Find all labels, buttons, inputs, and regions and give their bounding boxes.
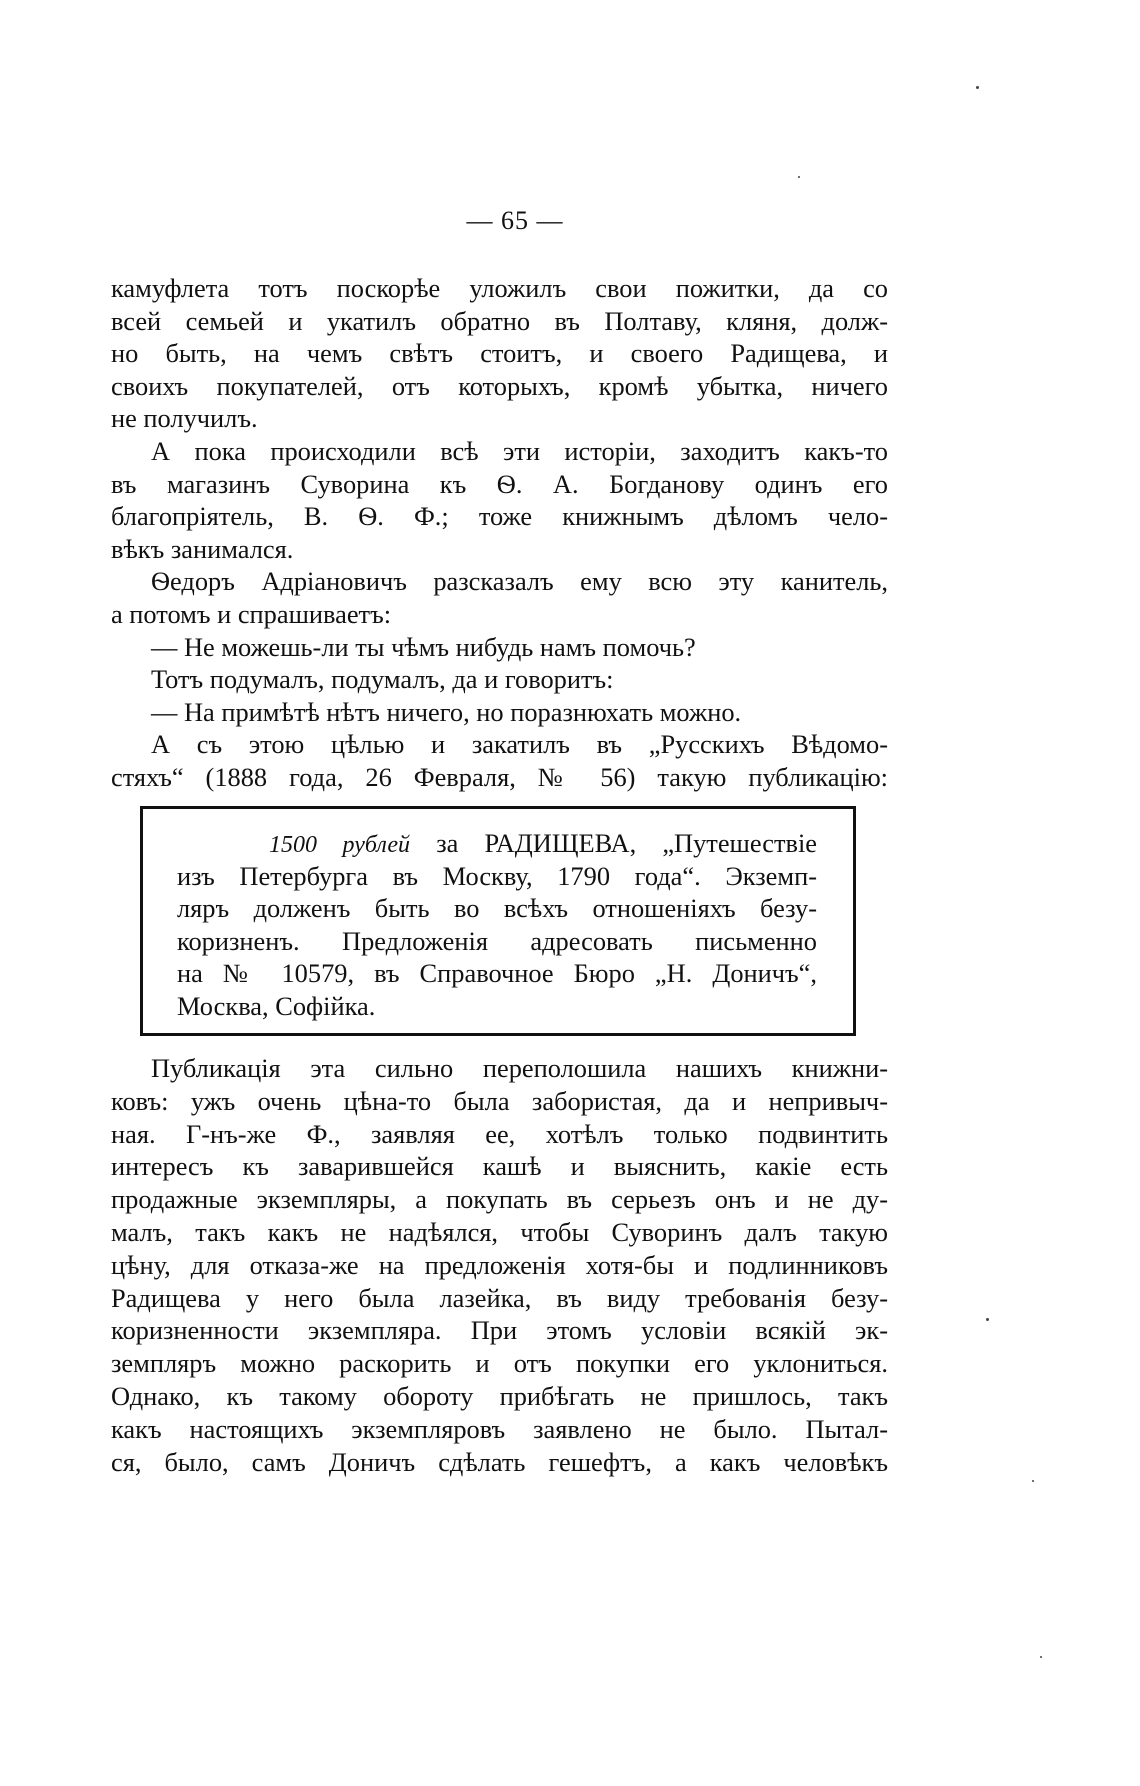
text-line: коризненности экземпляра. При этомъ условіи всякій эк- [111,1315,888,1346]
dialogue-line: — На примѣтѣ нѣтъ ничего, но поразнюхать можно. [151,696,742,727]
dialogue-line: — Не можешь-ли ты чѣмъ нибудь намъ помочь? [151,631,696,662]
text-line: въ магазинъ Суворина къ Ѳ. А. Богданову одинъ его [111,468,888,499]
text-line: ная. Г-нъ-же Ф., заявляя ее, хотѣлъ только подвинтить [111,1118,888,1149]
paper-speck [1040,1656,1042,1658]
notice-line: Москва, Софійка. [177,990,376,1021]
text-line: стяхъ“ (1888 года, 26 Февраля, № 56) такую публикацію: [111,761,888,792]
text-line: А пока происходили всѣ эти исторіи, заходитъ какъ-то [151,435,888,466]
text-line: малъ, такъ какъ не надѣялся, чтобы Суворинъ далъ такую [111,1216,888,1247]
text-line: цѣну, для отказа-же на предложенія хотя-бы и подлинниковъ [111,1249,888,1280]
paper-speck [1032,1480,1034,1482]
notice-line: коризненъ. Предложенія адресовать письменно [177,925,817,956]
text-line: продажные экземпляры, а покупать въ серьезъ онъ и не ду- [111,1184,888,1215]
notice-price: 1500 рублей [269,832,411,858]
text-line: земпляръ можно раскорить и отъ покупки его уклониться. [111,1348,888,1379]
text-line: Радищева у него была лазейка, въ виду требованія безу- [111,1282,888,1313]
paper-speck [976,86,979,89]
text-line: вѣкъ занимался. [111,533,294,564]
newspaper-notice-box [140,806,856,1036]
text-line: но быть, на чемъ свѣтъ стоитъ, и своего Радищева, и [111,338,888,369]
notice-text [177,827,817,1023]
text-block-top [111,272,888,794]
text-line: Тотъ подумалъ, подумалъ, да и говоритъ: [151,664,614,695]
text-line: интересъ къ заварившейся кашѣ и выяснить, какіе есть [111,1151,888,1182]
notice-line: изъ Петербурга въ Москву, 1790 года“. Экземп- [177,860,817,891]
text-line: ковъ: ужъ очень цѣна-то была забористая, да и непривыч- [111,1085,888,1116]
text-line: всей семьей и укатилъ обратно въ Полтаву, кляня, долж- [111,305,888,336]
text-line: Однако, къ такому обороту прибѣгать не пришлось, такъ [111,1380,888,1411]
text-line: камуфлета тотъ поскорѣе уложилъ свои пожитки, да со [111,273,888,303]
text-line: а потомъ и спрашиваетъ: [111,598,392,629]
text-line: своихъ покупателей, отъ которыхъ, кромѣ убытка, ничего [111,370,888,401]
text-line: Ѳедоръ Адріановичъ разсказалъ ему всю эту канитель, [151,566,888,597]
notice-line-rest: за РАДИЩЕВА, „Путешествіе [436,828,817,858]
notice-line: ляръ долженъ быть во всѣхъ отношеніяхъ безу- [177,893,817,924]
text-line: ся, было, самъ Доничъ сдѣлать гешефтъ, а какъ человѣкъ [111,1446,888,1477]
text-line: благопріятель, В. Ѳ. Ф.; тоже книжнымъ дѣломъ чело- [111,501,888,532]
text-line: какъ настоящихъ экземпляровъ заявлено не было. Пытал- [111,1413,888,1444]
text-block-bottom [111,1052,888,1478]
text-line: Публикація эта сильно переполошила нашихъ книжни- [151,1053,888,1083]
page-number: — 65 — [466,206,564,235]
text-line: А съ этою цѣлью и закатилъ въ „Русскихъ Вѣдомо- [151,729,888,760]
text-line: не получилъ. [111,403,258,434]
paper-speck [798,176,800,178]
notice-line [177,827,817,860]
paper-speck [986,1318,989,1321]
notice-line: на № 10579, въ Справочное Бюро „Н. Доничъ“, [177,958,817,989]
